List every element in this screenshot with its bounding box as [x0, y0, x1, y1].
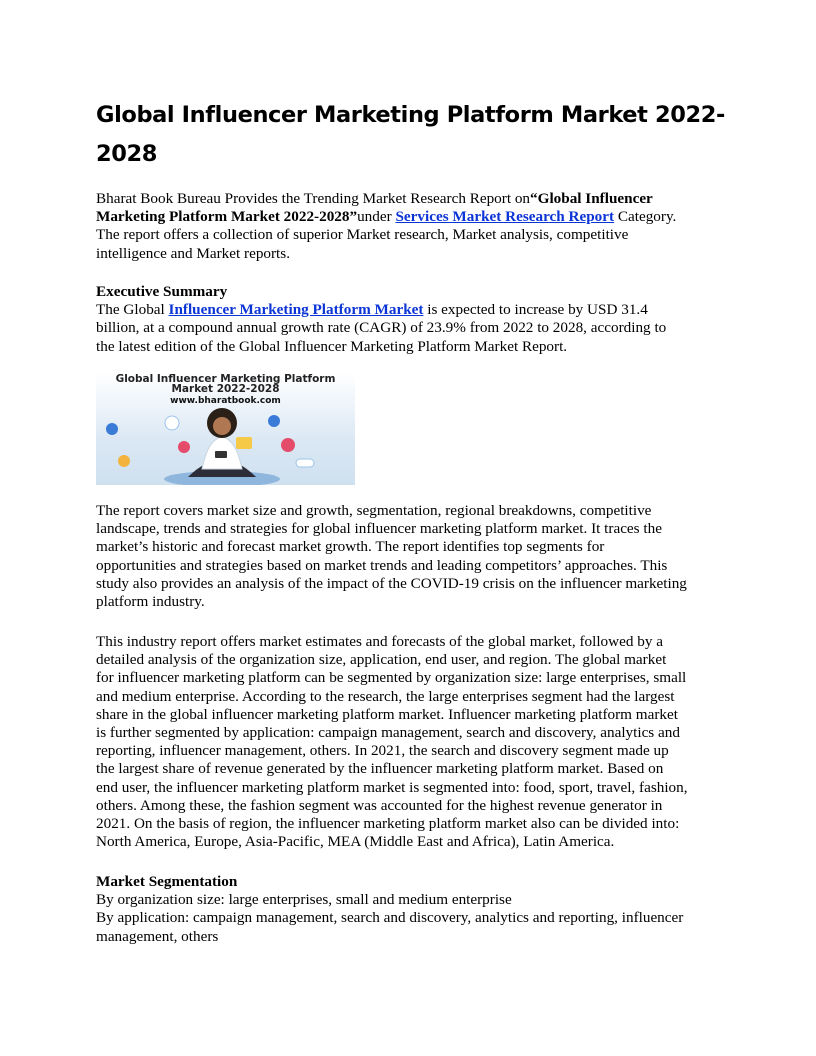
exec-text-pre: The Global: [96, 301, 169, 319]
overview-line: market’s historic and forecast market growth. The report identifies top segments for: [96, 538, 605, 556]
social-bubble-icon: [165, 416, 179, 430]
overview-line: landscape, trends and strategies for global influencer marketing platform market. It traces the: [96, 520, 662, 538]
intro-paragraph: [96, 190, 726, 263]
overview-line: opportunities and strategies based on market trends and leading competitors’ approaches. This: [96, 556, 668, 574]
executive-summary-heading: Executive Summary: [96, 283, 228, 300]
segmentation-line: By application: campaign management, search and discovery, analytics and reporting, influencer: [96, 909, 684, 927]
market-segmentation: [96, 873, 726, 946]
services-report-link[interactable]: Services Market Research Report: [395, 208, 615, 226]
segmentation-line: management, others: [96, 927, 219, 945]
exec-text-post: is expected to increase by USD 31.4: [423, 301, 648, 319]
market-overview-paragraph: [96, 502, 726, 611]
report-line: is further segmented by application: campaign management, search and discovery, analytics and: [96, 724, 680, 742]
intro-text-post: Category.: [614, 208, 677, 226]
overview-line: study also provides an analysis of the impact of the COVID-19 crisis on the influencer marketing: [96, 574, 687, 592]
report-line: share in the global influencer marketing platform market. Influencer marketing platform market: [96, 705, 678, 723]
report-line: North America, Europe, Asia-Pacific, MEA (Middle East and Africa), Latin America.: [96, 833, 615, 851]
overview-line: platform industry.: [96, 593, 205, 611]
report-line: for influencer marketing platform can be segmented by organization size: large enterprises, small: [96, 669, 687, 687]
exec-line-3: the latest edition of the Global Influencer Marketing Platform Market Report.: [96, 337, 568, 355]
overview-line: The report covers market size and growth, segmentation, regional breakdowns, competitive: [96, 502, 652, 519]
title-line-2: 2028: [96, 141, 158, 167]
heart-icon: [178, 441, 190, 453]
star-icon: [118, 455, 130, 467]
segmentation-heading: Market Segmentation: [96, 873, 238, 890]
report-line: and medium enterprise. According to the research, the large enterprises segment had the largest: [96, 687, 675, 705]
market-link[interactable]: Influencer Marketing Platform Market: [168, 301, 424, 319]
title-line-1: Global Influencer Marketing Platform Market 2022-: [96, 102, 725, 128]
like-icon: [268, 415, 280, 427]
thumbs-up-icon: [106, 423, 118, 435]
industry-report-paragraph: [96, 633, 726, 851]
promo-title-line-2: Market 2022-2028: [171, 383, 280, 395]
segmentation-line: By organization size: large enterprises, small and medium enterprise: [96, 891, 512, 909]
report-name: “Global Influencer: [530, 190, 653, 207]
influencer-illustration: [96, 373, 355, 485]
phone-icon: [215, 451, 227, 458]
intro-line-3: The report offers a collection of superior Market research, Market analysis, competitive: [96, 226, 629, 244]
report-line: end user, the influencer marketing platform market is segmented into: food, sport, travel, fashion,: [96, 778, 688, 796]
exec-line-2: billion, at a compound annual growth rate (CAGR) of 23.9% from 2022 to 2028, according to: [96, 319, 667, 337]
page-title: [96, 96, 725, 174]
heart-badge-icon: [281, 438, 295, 452]
report-line: the largest share of revenue generated by the influencer marketing platform market. Based on: [96, 760, 664, 778]
promo-title-line-1: Global Influencer Marketing Platform: [115, 373, 336, 385]
person-face: [213, 417, 231, 435]
chat-bubble-icon: [296, 459, 314, 467]
executive-summary: [96, 283, 726, 356]
report-line: detailed analysis of the organization size, application, end user, and region. The global market: [96, 651, 667, 669]
intro-text-mid: under: [357, 208, 396, 226]
report-line: This industry report offers market estimates and forecasts of the global market, followed by a: [96, 633, 663, 650]
promo-url: www.bharatbook.com: [170, 396, 281, 406]
report-line: 2021. On the basis of region, the influencer marketing platform market also can be divided into:: [96, 815, 680, 833]
intro-line-4: intelligence and Market reports.: [96, 244, 290, 262]
report-name-cont: Marketing Platform Market 2022-2028”: [96, 208, 358, 226]
report-line: others. Among these, the fashion segment was accounted for the highest revenue generator in: [96, 796, 663, 814]
intro-text: Bharat Book Bureau Provides the Trending Market Research Report on: [96, 190, 531, 207]
video-icon: [236, 437, 252, 449]
report-promo-image: [96, 373, 355, 485]
report-line: reporting, influencer management, others. In 2021, the search and discovery segment made up: [96, 742, 669, 760]
